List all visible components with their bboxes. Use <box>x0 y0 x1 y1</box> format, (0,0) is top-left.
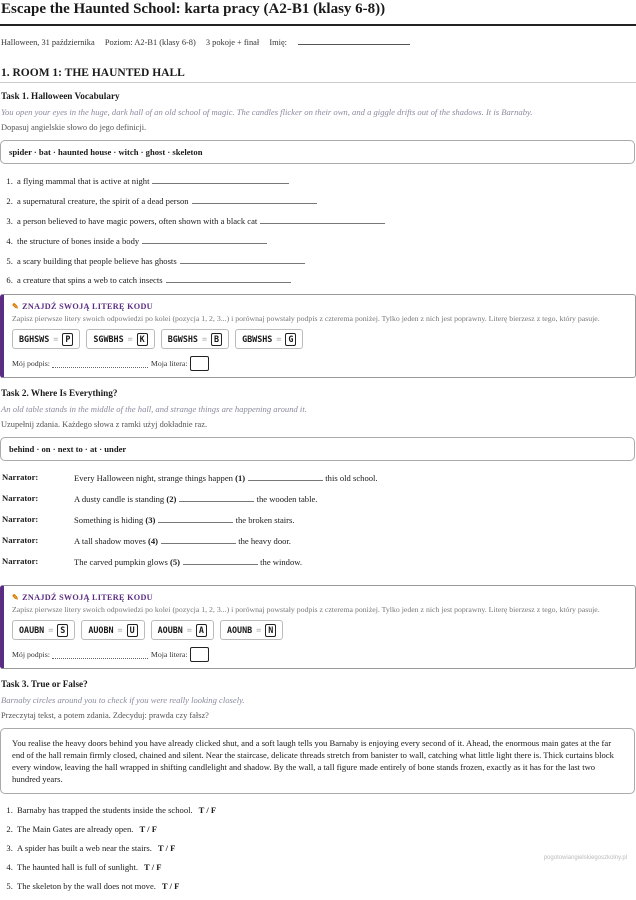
name-field[interactable] <box>298 37 410 45</box>
signature-row <box>12 647 625 662</box>
signature-field[interactable] <box>52 651 148 659</box>
sentence: A dusty candle is standing (2) the wooden table. <box>74 494 318 505</box>
table-row <box>0 556 378 577</box>
list-item <box>15 195 636 208</box>
item-text: The haunted hall is full of sunlight. <box>17 862 139 873</box>
code-options <box>12 620 625 640</box>
letter-box[interactable] <box>190 356 209 371</box>
item-text: the structure of bones inside a body <box>17 235 140 246</box>
list-item <box>15 805 636 817</box>
list-item <box>15 274 636 287</box>
item-text: a flying mammal that is active at night <box>17 176 150 186</box>
level-text: Poziom: A2-B1 (klasy 6-8) <box>104 38 196 47</box>
list-item <box>15 215 636 228</box>
list-item <box>15 862 636 874</box>
worksheet-title: Escape the Haunted School: karta pracy (A2-B1 (klasy 6-8)) <box>0 0 636 26</box>
rooms-text: 3 pokoje + finał <box>205 38 260 47</box>
date-text: Halloween, 31 października <box>1 38 95 47</box>
task1-list <box>0 175 636 287</box>
code-heading <box>12 592 625 602</box>
list-item <box>15 255 636 268</box>
code-letter: B <box>211 333 222 346</box>
code-letter: G <box>285 333 296 346</box>
task3-intro: Barnaby circles around you to check if you were really looking closely. <box>1 695 245 706</box>
code-option: SGWBHS = K <box>86 329 154 349</box>
answer-blank[interactable] <box>260 215 385 224</box>
sentence: Something is hiding (3) the broken stairs. <box>74 515 295 526</box>
answer-blank[interactable] <box>142 235 267 244</box>
list-item <box>15 235 636 248</box>
task2-story-table <box>0 472 378 577</box>
task1-intro: You open your eyes in the huge, dark hall of an old school of magic. The candles flicker on their own, and a giggle drifts out of the shadows. It is Barnaby. <box>1 107 533 117</box>
table-row <box>0 493 378 514</box>
table-row <box>0 514 378 535</box>
code-letter: U <box>127 624 138 637</box>
code-heading-text: ZNAJDŹ SWOJĄ LITERĘ KODU <box>22 302 153 312</box>
code-string: BGHSWS <box>19 334 50 345</box>
item-text: a supernatural creature, the spirit of a dead person <box>17 195 189 206</box>
answer-blank[interactable] <box>183 556 258 565</box>
sentence: The carved pumpkin glows (5) the window. <box>74 557 303 568</box>
signature-label: Mój podpis: <box>12 650 50 660</box>
code-string: SGWBHS <box>93 334 124 345</box>
speaker: Narrator: <box>2 514 39 525</box>
code-string: AOUNB <box>226 625 253 636</box>
answer-blank[interactable] <box>248 472 323 481</box>
task1-word-bank: spider · bat · haunted house · witch · ghost · skeleton <box>0 140 635 164</box>
task2-instruction: Uzupełnij zdania. Każdego słowa z ramki użyj dokładnie raz. <box>1 420 208 430</box>
code-option: BGWSHS = B <box>161 329 229 349</box>
speaker: Narrator: <box>2 472 39 483</box>
answer-blank[interactable] <box>152 175 289 184</box>
task3-instruction: Przeczytaj tekst, a potem zdania. Zdecyduj: prawda czy fałsz? <box>1 711 209 721</box>
item-text: a scary building that people believe has ghosts <box>17 255 177 266</box>
item-text: The Main Gates are already open. <box>17 824 134 835</box>
answer-blank[interactable] <box>192 195 317 204</box>
item-text: a creature that spins a web to catch insects <box>17 275 163 286</box>
code-text: Zapisz pierwsze litery swoich odpowiedzi po kolei (pozycja 1, 2, 3...) i porównaj powstały podpis z czterema poniżej. Tylko jeden z nich jest poprawny. Literę bierzesz z tego, który pasuje. <box>12 605 600 615</box>
code-string: GBWSHS <box>242 334 273 345</box>
key-icon: ✎ <box>12 302 20 312</box>
signature-field[interactable] <box>52 360 148 368</box>
true-false-choice[interactable]: T / F <box>144 862 162 873</box>
task3-title: Task 3. True or False? <box>1 679 88 690</box>
answer-blank[interactable] <box>179 493 254 502</box>
true-false-choice[interactable]: T / F <box>198 805 217 816</box>
code-string: AUOBN <box>88 625 114 636</box>
code-string: AOUBN <box>157 625 183 636</box>
code-letter: S <box>57 624 68 637</box>
code-option: AOUBN = A <box>151 620 214 640</box>
task1-instruction: Dopasuj angielskie słowo do jego definicji. <box>1 123 147 132</box>
item-text: Barnaby has trapped the students inside the school. <box>17 805 193 816</box>
code-text: Zapisz pierwsze litery swoich odpowiedzi po kolei (pozycja 1, 2, 3...) i porównaj powstały podpis z czterema poniżej. Tylko jeden z nich jest poprawny. Literę bierzesz z tego, który pasuje. <box>12 314 600 324</box>
table-row <box>0 535 378 556</box>
item-text: a person believed to have magic powers, often shown with a black cat <box>17 215 258 226</box>
answer-blank[interactable] <box>180 255 305 264</box>
code-option: AOUNB = N <box>220 620 283 640</box>
signature-label: Mój podpis: <box>12 359 50 369</box>
list-item <box>15 175 636 188</box>
code-option: AUOBN = U <box>81 620 144 640</box>
code-letter: A <box>196 624 207 637</box>
list-item <box>15 881 636 893</box>
answer-blank[interactable] <box>166 274 291 283</box>
task2-word-bank: behind · on · next to · at · under <box>0 437 635 461</box>
code-box-2 <box>0 585 636 669</box>
letter-label: Moja litera: <box>150 650 188 660</box>
task3-passage: You realise the heavy doors behind you have already clicked shut, and a soft laugh tells you Barnaby is enjoying every second of it. Ahead, the enormous main gates at the far end of the hall remain firmly closed, chained and silent. Near the staircase, delicate threads stretch from banister to wall, catching what little light there is. Thick curtains block every window, leaving the hall wrapped in shifting candlelight and shadow. By the wall, a tall figure made entirely of bone stands frozen, exactly as it has for the last two hundred years. <box>0 728 635 794</box>
answer-blank[interactable] <box>158 514 233 523</box>
code-box-1 <box>0 294 636 378</box>
footer-watermark: pogotowiangielskiegoszkolny.pl <box>543 855 627 861</box>
signature-row <box>12 356 625 371</box>
room1-heading: 1. ROOM 1: THE HAUNTED HALL <box>0 53 636 83</box>
key-icon: ✎ <box>12 593 20 603</box>
list-item <box>15 843 636 855</box>
code-letter: K <box>137 333 148 346</box>
code-letter: P <box>62 333 73 346</box>
code-option: GBWSHS = G <box>235 329 303 349</box>
task2-intro: An old table stands in the middle of the hall, and strange things are happening around it. <box>1 404 307 415</box>
list-item <box>15 824 636 836</box>
meta-bar <box>0 26 636 53</box>
code-heading <box>12 301 625 311</box>
sentence: Every Halloween night, strange things happen (1) this old school. <box>74 473 378 484</box>
speaker: Narrator: <box>2 535 39 546</box>
code-heading-text: ZNAJDŹ SWOJĄ LITERĘ KODU <box>22 593 153 603</box>
code-options <box>12 329 625 349</box>
answer-blank[interactable] <box>161 535 236 544</box>
name-label: Imię: <box>269 38 287 47</box>
letter-box[interactable] <box>190 647 209 662</box>
code-option: BGHSWS = P <box>12 329 80 349</box>
true-false-choice[interactable]: T / F <box>157 843 176 854</box>
task1-title: Task 1. Halloween Vocabulary <box>1 91 120 101</box>
code-letter: N <box>265 624 276 637</box>
item-text: A spider has built a web near the stairs. <box>17 843 152 854</box>
item-text: The skeleton by the wall does not move. <box>17 880 156 891</box>
code-string: BGWSHS <box>167 334 198 345</box>
sentence: A tall shadow moves (4) the heavy door. <box>74 536 291 547</box>
speaker: Narrator: <box>2 556 39 567</box>
true-false-choice[interactable]: T / F <box>161 880 180 891</box>
true-false-choice[interactable]: T / F <box>139 824 157 835</box>
code-string: OAUBN <box>19 625 45 636</box>
letter-label: Moja litera: <box>150 359 188 369</box>
table-row <box>0 472 378 493</box>
speaker: Narrator: <box>2 493 39 504</box>
task2-title: Task 2. Where Is Everything? <box>1 388 118 399</box>
task3-list <box>0 805 636 892</box>
code-option: OAUBN = S <box>12 620 75 640</box>
